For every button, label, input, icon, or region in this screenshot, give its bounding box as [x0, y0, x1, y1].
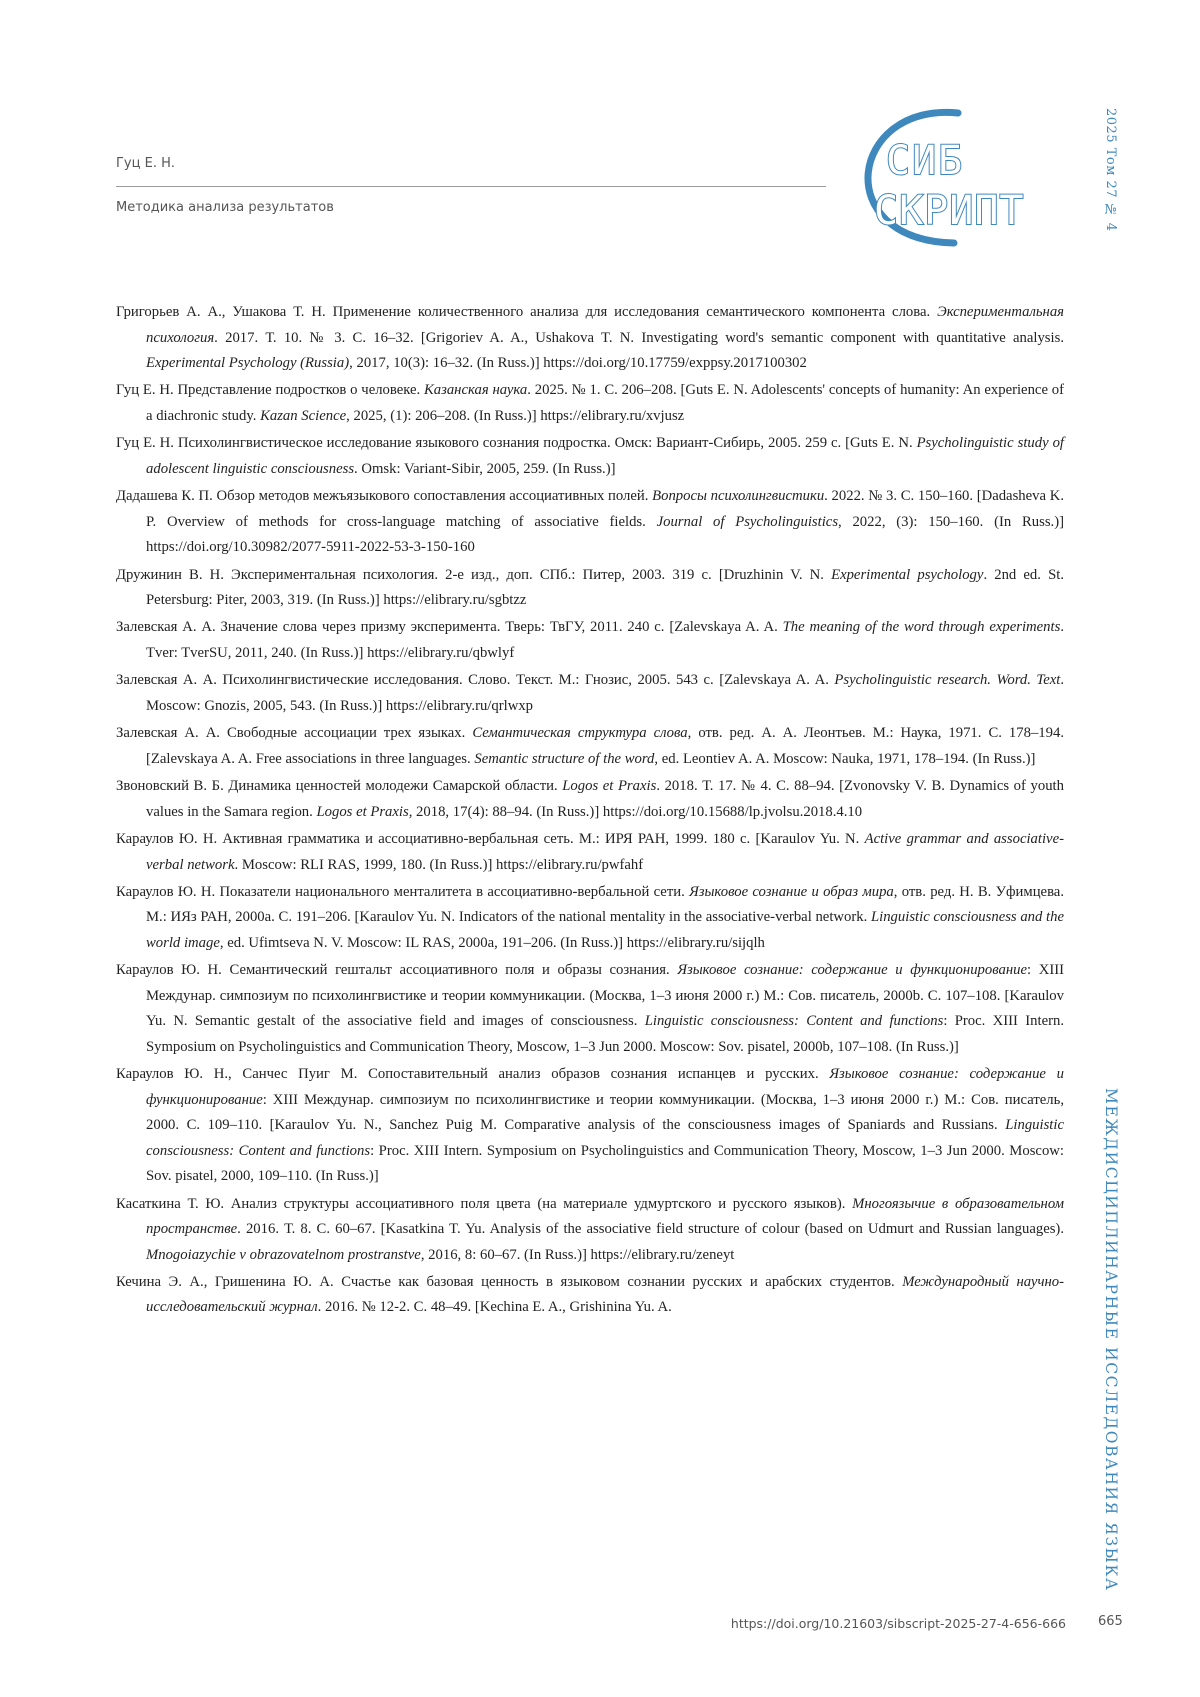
reference-text: . 2017. Т. 10. № 3. С. 16–32. [Grigoriev A. A., Ushakova T. N. Investigating word's semantic component with quantitative analysis. — [214, 329, 1064, 346]
reference-text: . Tver: TverSU, 2011, 240. (In Russ.)] https://elibrary.ru/qbwlyf — [146, 619, 1064, 661]
reference-item-zalevskaya-2011 — [116, 615, 1064, 666]
reference-text: . Moscow: Gnozis, 2005, 543. (In Russ.)] https://elibrary.ru/qrlwxp — [146, 672, 1064, 714]
reference-item-zvonovsky-2018 — [116, 774, 1064, 825]
reference-title: Языковое сознание: содержание и функционирование — [146, 1066, 1064, 1108]
reference-item-dadasheva-2022 — [116, 484, 1064, 561]
reference-title: Международный научно-исследовательский журнал — [146, 1273, 1064, 1316]
reference-text: Залевская А. А. Значение слова через призму эксперимента. Тверь: ТвГУ, 2011. 240 с. [Zalevskaya A. A. — [116, 619, 783, 636]
reference-text: Залевская А. А. Свободные ассоциации трех языках. — [116, 725, 473, 742]
reference-text: Дружинин В. Н. Экспериментальная психология. 2-е изд., доп. СПб.: Питер, 2003. 319 с. [Druzhinin V. N. — [116, 566, 832, 583]
reference-text: . 2016. Т. 8. С. 60–67. [Kasatkina T. Yu. Analysis of the associative field structure of colour (based on Udmurt and Russian languages). — [237, 1221, 1064, 1238]
reference-title: Linguistic consciousness and the world image — [146, 909, 1065, 951]
reference-title: Многоязычие в образовательном пространстве — [146, 1195, 1064, 1238]
reference-text: : Proc. XIII Intern. Symposium on Psycholinguistics and Communication Theory, Moscow, 1–3 Jun 2000. Moscow: Sov. pisatel, 2000, 109–110. (In Russ.)] — [146, 1142, 1064, 1185]
footer-doi: https://doi.org/10.21603/sibscript-2025-27-4-656-666 — [730, 1616, 1066, 1631]
reference-title: Экспериментальная психология — [146, 304, 1064, 346]
reference-text: Гуц Е. Н. Представление подростков о человеке. — [116, 382, 425, 399]
reference-text: Залевская А. А. Психолингвистические исследования. Слово. Текст. М.: Гнозис, 2005. 543 с. [Zalevskaya A. A. — [116, 672, 835, 689]
reference-text: Касаткина Т. Ю. Анализ структуры ассоциативного поля цвета (на материале удмуртского и русского языков). — [116, 1195, 853, 1212]
reference-item-druzhinin-2003 — [116, 563, 1064, 614]
reference-text: . Moscow: RLI RAS, 1999, 180. (In Russ.)] https://elibrary.ru/pwfahf — [234, 856, 644, 873]
reference-title: Linguistic consciousness: Content and functions — [644, 1013, 944, 1030]
reference-title: Казанская наука — [424, 382, 528, 399]
reference-title: Семантическая структура слова — [472, 725, 688, 742]
reference-text: . 2016. № 12-2. С. 48–49. [Kechina E. A., Grishinina Yu. A. — [317, 1299, 672, 1316]
reference-title: Linguistic consciousness: Content and functions — [146, 1117, 1064, 1159]
reference-text: , 2016, 8: 60–67. (In Russ.)] https://elibrary.ru/zeneyt — [420, 1246, 735, 1263]
page-number: 665 — [1098, 1614, 1123, 1629]
reference-item-guts-2005 — [116, 431, 1064, 482]
reference-text: , 2018, 17(4): 88–94. (In Russ.)] https://doi.org/10.15688/lp.jvolsu.2018.4.10 — [408, 803, 863, 820]
reference-text: . Omsk: Variant-Sibir, 2005, 259. (In Russ.)] — [354, 460, 616, 477]
reference-item-zalevskaya-2005 — [116, 668, 1064, 719]
reference-text: , 2022, (3): 150–160. (In Russ.)] https://doi.org/10.30982/2077-5911-2022-53-3-150-160 — [146, 513, 1064, 556]
journal-section-title: МЕЖДИСЦИПЛИНАРНЫЕ ИССЛЕДОВАНИЯ ЯЗЫКА — [1102, 1088, 1120, 1592]
reference-text: Гуц Е. Н. Психолингвистическое исследование языкового сознания подростка. Омск: Вариант-Сибирь, 2005. 259 с. [Guts E. N. — [116, 435, 917, 452]
reference-title: Языковое сознание и образ мира — [689, 883, 894, 900]
reference-text: Кечина Э. А., Гришенина Ю. А. Счастье как базовая ценность в языковом сознании русских и арабских студентов. — [116, 1273, 903, 1290]
logo-text-script: СКРИПТ — [874, 188, 1025, 234]
reference-item-kasatkina-2016 — [116, 1192, 1064, 1269]
running-head-section: Методика анализа результатов — [116, 200, 334, 215]
reference-title: Experimental Psychology (Russia) — [146, 355, 350, 371]
reference-item-karaulov-2000b — [116, 958, 1064, 1060]
header-rule — [116, 186, 826, 187]
logo-text-sib: СИБ — [886, 138, 965, 184]
reference-text: Караулов Ю. Н. Активная грамматика и ассоциативно-вербальная сеть. М.: ИРЯ РАН, 1999. 180 с. [Karaulov Yu. N. — [116, 831, 865, 848]
reference-title: Logos et Praxis — [316, 803, 409, 820]
reference-title: The meaning of the word through experiments — [782, 619, 1061, 636]
reference-text: Дадашева К. П. Обзор методов межъязыкового сопоставления ассоциативных полей. — [116, 488, 653, 505]
reference-text: Звоновский В. Б. Динамика ценностей молодежи Самарской области. — [116, 778, 563, 795]
reference-title: Языковое сознание: содержание и функционирование — [677, 962, 1027, 979]
reference-text: . 2nd ed. St. Petersburg: Piter, 2003, 319. (In Russ.)] https://elibrary.ru/sgbtzz — [146, 566, 1064, 609]
reference-text: . 2025. № 1. С. 206–208. [Guts E. N. Adolescents' concepts of humanity: An experience of a diachronic study. — [146, 382, 1064, 424]
running-head-author: Гуц Е. Н. — [116, 156, 175, 171]
journal-logo — [836, 108, 1068, 248]
reference-title: Psycholinguistic research. Word. Text — [834, 672, 1061, 689]
issue-info: 2025 Том 27 № 4 — [1103, 108, 1118, 232]
reference-text: , ed. Ufimtseva N. V. Moscow: IL RAS, 2000a, 191–206. (In Russ.)] https://elibrary.ru/sijqlh — [219, 934, 765, 951]
reference-title: Kazan Science — [260, 407, 347, 424]
reference-item-kechina-grishenina-2016 — [116, 1270, 1064, 1321]
reference-text: : XIII Междунар. симпозиум по психолингвистике и теории коммуникации. (Москва, 1–3 июня 2000 г.) М.: Сов. писатель, 2000b. С. 107–108. [Karaulov Yu. N. Semantic gestalt of the associative field and images of consciousness. — [146, 962, 1064, 1030]
reference-item-guts-2025 — [116, 378, 1064, 429]
reference-title: Journal of Psycholinguistics — [656, 513, 839, 530]
reference-item-karaulov-2000a — [116, 880, 1064, 957]
reference-title: Semantic structure of the word — [474, 750, 655, 767]
reference-item-karaulov-sanchez-2000 — [116, 1062, 1064, 1190]
reference-text: , ed. Leontiev A. A. Moscow: Nauka, 1971, 178–194. (In Russ.)] — [654, 750, 1036, 767]
reference-text: . 2018. Т. 17. № 4. С. 88–94. [Zvonovsky V. B. Dynamics of youth values in the Samara region. — [146, 778, 1064, 820]
reference-text: : XIII Междунар. симпозиум по психолингвистике и теории коммуникации. (Москва, 1–3 июня 2000 г.) М.: Сов. писатель, 2000. С. 109–110. [Karaulov Yu. N., Sanchez Puig M. Comparative analysis of the consciousness images of Spaniards and Russians. — [146, 1091, 1064, 1134]
reference-title: Active grammar and associative-verbal network — [146, 831, 1064, 873]
reference-text: , 2017, 10(3): 16–32. (In Russ.)] https://doi.org/10.17759/exppsy.2017100302 — [349, 355, 807, 371]
reference-title: Psycholinguistic study of adolescent linguistic consciousness — [146, 435, 1064, 477]
reference-list — [116, 300, 1064, 1323]
reference-text: , отв. ред. А. А. Леонтьев. М.: Наука, 1971. С. 178–194. [Zalevskaya A. A. Free associations in three languages. — [146, 725, 1064, 767]
reference-title: Mnogoiazychie v obrazovatelnom prostranstve — [146, 1246, 421, 1263]
reference-item-zalevskaya-1971 — [116, 721, 1064, 772]
reference-text: Григорьев А. А., Ушакова Т. Н. Применение количественного анализа для исследования семантического компонента слова. — [116, 304, 938, 320]
reference-text: Караулов Ю. Н. Семантический гештальт ассоциативного поля и образы сознания. — [116, 962, 678, 979]
reference-text: , 2025, (1): 206–208. (In Russ.)] https://elibrary.ru/xvjusz — [346, 407, 685, 424]
reference-item-grigoriev-ushakova-2017 — [116, 300, 1064, 377]
reference-text: . 2022. № 3. С. 150–160. [Dadasheva K. P. Overview of methods for cross-language matching of associative fields. — [146, 488, 1064, 530]
reference-item-karaulov-1999 — [116, 827, 1064, 878]
reference-title: Logos et Praxis — [562, 778, 657, 795]
reference-text: : Proc. XIII Intern. Symposium on Psycholinguistics and Communication Theory, Moscow, 1–3 Jun 2000. Moscow: Sov. pisatel, 2000b, 107–108. (In Russ.)] — [146, 1013, 1065, 1055]
reference-text: Караулов Ю. Н., Санчес Пуиг М. Сопоставительный анализ образов сознания испанцев и русских. — [116, 1066, 830, 1083]
reference-text: Караулов Ю. Н. Показатели национального менталитета в ассоциативно-вербальной сети. — [116, 883, 690, 900]
reference-title: Experimental psychology — [831, 566, 984, 583]
reference-title: Вопросы психолингвистики — [652, 488, 825, 505]
reference-text: , отв. ред. Н. В. Уфимцева. М.: ИЯз РАН, 2000а. С. 191–206. [Karaulov Yu. N. Indicators of the national mentality in the associative-verbal network. — [146, 883, 1065, 926]
